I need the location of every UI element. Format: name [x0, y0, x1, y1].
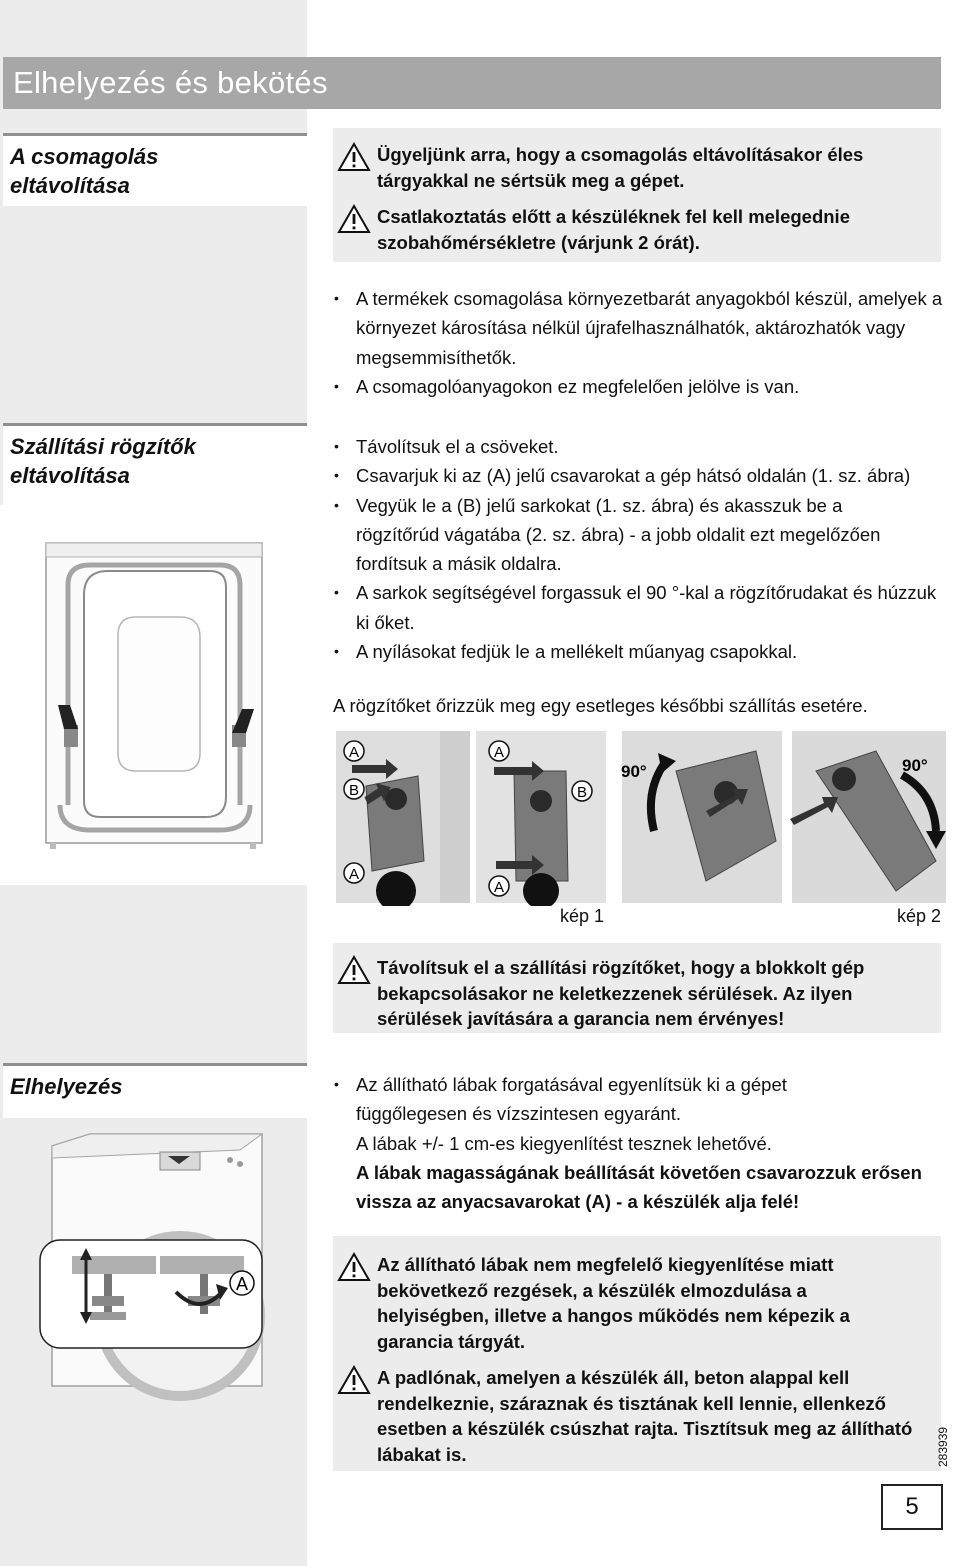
warning-text: Távolítsuk el a szállítási rögzítőket, hogy a blokkolt gép bekapcsolásakor ne keletkezzenek sérülések. Az ilyen sérülések javítására a garancia nem érvényes!	[377, 957, 865, 1029]
warning-triangle-icon	[337, 142, 371, 172]
leveling-feet-drawing	[0, 1116, 307, 1406]
section-label: A csomagolás eltávolítása	[10, 144, 159, 198]
warning-text: A padlónak, amelyen a készülék áll, beton alappal kell rendelkeznie, száraznak és tisztának kell lennie, ellenkező esetben a készülék csúszhat rajta. Tisztítsuk meg az állítható lábakat is.	[377, 1367, 913, 1465]
angle-label: 90°	[621, 762, 647, 781]
machine-back-illustration	[0, 505, 307, 885]
placement-bold-line: A lábak magasságának beállítását követően csavarozzuk erősen vissza az anyacsavarokat (A) - a készülék alja felé!	[356, 1162, 922, 1212]
angle-label: 90°	[902, 756, 928, 775]
warning-box-transport	[333, 943, 941, 1033]
warning-triangle-icon	[337, 1252, 371, 1282]
list-item: • A termékek csomagolása környezetbarát anyagokból készül, amelyek a környezet károsítása nélkül újrafelhasználhatók, aktározhatók vagy megsemmisíthetők.	[333, 284, 948, 372]
warning-box-packaging	[333, 128, 941, 262]
list-item: • A csomagolóanyagokon ez megfelelően jelölve is van.	[333, 372, 948, 401]
warning-text: Ügyeljünk arra, hogy a csomagolás eltávolításakor éles tárgyakkal ne sértsük meg a gépet.	[377, 144, 864, 191]
figure-label-a: A	[348, 744, 360, 761]
title-bar	[3, 57, 941, 109]
page-number: 5	[881, 1484, 943, 1530]
section-heading-transport	[3, 423, 307, 508]
warning-text: Az állítható lábak nem megfelelő kiegyenlítése miatt bekövetkező rezgések, a készülék elmozdulása a helyiségben, illetve a hangos működés nem képezik a garancia tárgyát.	[377, 1254, 850, 1352]
section-label: Szállítási rögzítők eltávolítása	[10, 434, 196, 488]
section-heading-packaging	[3, 133, 307, 206]
packaging-bullet-list	[333, 284, 948, 401]
list-item: • Az állítható lábak forgatásával egyenlítsük ki a gépet függőlegesen és vízszintesen egyaránt.	[333, 1070, 948, 1129]
placement-line: A lábak +/- 1 cm-es kiegyenlítést tesznek lehetővé.	[356, 1133, 772, 1154]
list-item: • Csavarjuk ki az (A) jelű csavarokat a gép hátsó oldalán (1. sz. ábra)	[333, 461, 948, 490]
warning-text: Csatlakoztatás előtt a készüléknek fel kell melegednie szobahőmérsékletre (várjunk 2 órát).	[377, 206, 850, 253]
warning-triangle-icon	[337, 1365, 371, 1395]
leveling-feet-illustration	[0, 1116, 307, 1406]
warning-box-placement	[333, 1236, 941, 1471]
list-item: • A nyílásokat fedjük le a mellékelt műanyag csapokkal.	[333, 637, 948, 666]
section-heading-placement	[3, 1063, 307, 1118]
section-label: Elhelyezés	[10, 1074, 123, 1099]
figure-label-b: B	[348, 782, 360, 799]
fastener-figures	[336, 731, 946, 906]
list-item: • Vegyük le a (B) jelű sarkokat (1. sz. ábra) és akasszuk be a rögzítőrúd vágatába (2. sz. ábra) - a jobb oldalit ezt megelőzően fordítsuk a másik oldalra.	[333, 491, 948, 579]
page-title: Elhelyezés és bekötés	[13, 65, 328, 100]
figure-label-a: A	[348, 866, 360, 883]
transport-bullet-list	[333, 432, 948, 666]
figure-caption-2: kép 2	[897, 906, 942, 926]
figure-label-a: A	[493, 879, 505, 896]
warning-triangle-icon	[337, 204, 371, 234]
document-code: 283939	[936, 1426, 950, 1467]
machine-back-drawing	[0, 505, 307, 885]
figure-caption-1: kép 1	[560, 906, 605, 926]
figure-label-a: A	[235, 1274, 249, 1294]
list-item: • Távolítsuk el a csöveket.	[333, 432, 948, 461]
placement-bullet-list	[333, 1070, 948, 1129]
list-item: • A sarkok segítségével forgassuk el 90 °-kal a rögzítőrudakat és húzzuk ki őket.	[333, 578, 948, 637]
fastener-drawing	[336, 731, 946, 906]
figure-label-b: B	[576, 784, 588, 801]
transport-note: A rögzítőket őrizzük meg egy esetleges későbbi szállítás esetére.	[333, 695, 868, 716]
warning-triangle-icon	[337, 955, 371, 985]
figure-label-a: A	[493, 744, 505, 761]
